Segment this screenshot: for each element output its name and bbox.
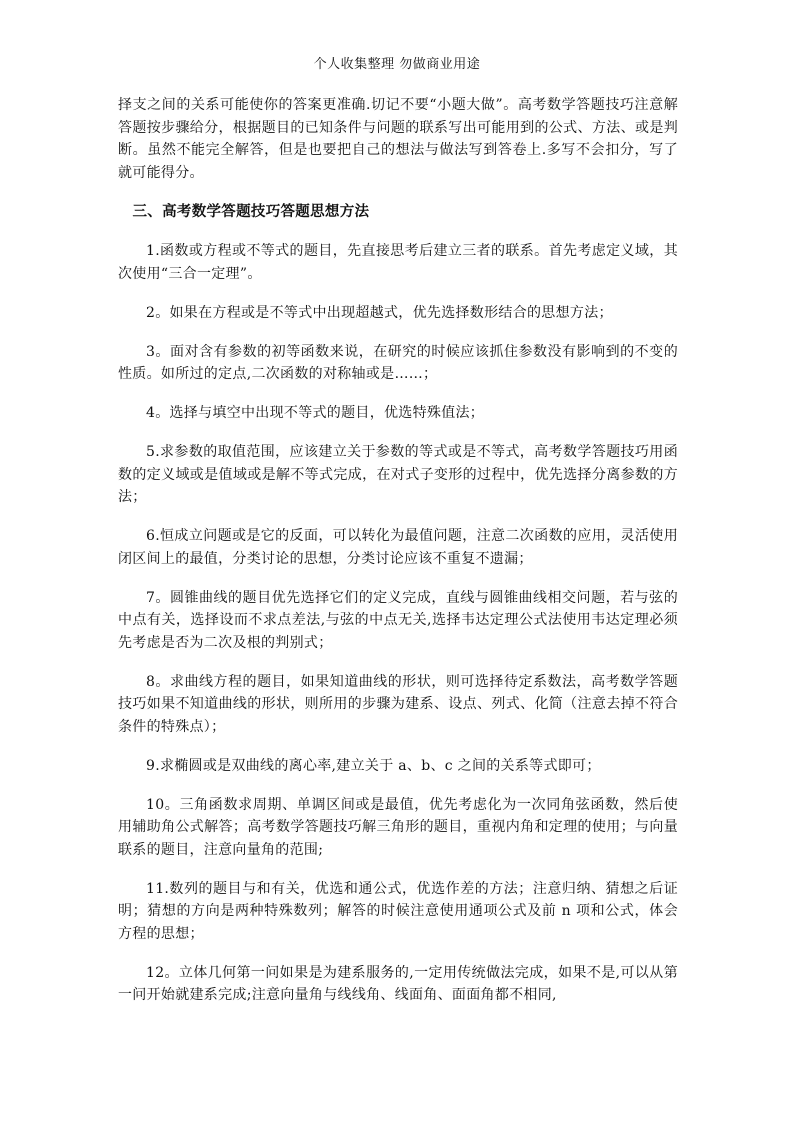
list-item-4: 4。选择与填空中出现不等式的题目，优选特殊值法； bbox=[146, 405, 485, 421]
list-item-3: 3。面对含有参数的初等函数来说，在研究的时候应该抓住参数没有影响到的不变的性质。如所过的定点,二次函数的对称轴或是……； bbox=[118, 343, 678, 382]
list-item-9: 9.求椭圆或是双曲线的离心率,建立关于 a、b、c 之间的关系等式即可； bbox=[146, 757, 601, 774]
list-item-8: 8。求曲线方程的题目，如果知道曲线的形状，则可选择待定系数法，高考数学答题技巧如果不知道曲线的形状，则所用的步骤为建系、设点、列式、化简（注意去掉不符合条件的特殊点）； bbox=[118, 673, 678, 735]
list-item-1: 1.函数或方程或不等式的题目，先直接思考后建立三者的联系。首先考虑定义域，其次使用“三合一定理”。 bbox=[118, 243, 678, 282]
intro-paragraph: 择支之间的关系可能使你的答案更准确.切记不要“小题大做”。高考数学答题技巧注意解答题按步骤给分，根据题目的已知条件与问题的联系写出可能用到的公式、方法、或是判断。虽然不能完全解答，但是也要把自己的想法与做法写到答卷上.多写不会扣分，写了就可能得分。 bbox=[118, 97, 678, 181]
list-item-6: 6.恒成立问题或是它的反面，可以转化为最值问题，注意二次函数的应用，灵活使用闭区间上的最值，分类讨论的思想，分类讨论应该不重复不遗漏； bbox=[118, 528, 678, 567]
section-heading: 三、高考数学答题技巧答题思想方法 bbox=[132, 203, 370, 220]
list-item-5: 5.求参数的取值范围，应该建立关于参数的等式或是不等式，高考数学答题技巧用函数的定义域或是值域或是解不等式完成，在对式子变形的过程中，优先选择分离参数的方法； bbox=[118, 444, 678, 505]
list-item-2: 2。如果在方程或是不等式中出现超越式，优先选择数形结合的思想方法； bbox=[146, 304, 613, 321]
list-item-7: 7。圆锥曲线的题目优先选择它们的定义完成，直线与圆锥曲线相交问题，若与弦的中点有关，选择设而不求点差法,与弦的中点无关,选择韦达定理公式法使用韦达定理必须先考虑是否为二次及根的判别式； bbox=[118, 589, 678, 651]
page-header: 个人收集整理 勿做商业用途 bbox=[313, 57, 481, 72]
document-body bbox=[118, 94, 678, 1007]
list-item-12: 12。立体几何第一问如果是为建系服务的,一定用传统做法完成，如果不是,可以从第一问开始就建系完成;注意向量角与线线角、线面角、面面角都不相同, bbox=[118, 964, 678, 1003]
list-item-10: 10。三角函数求周期、单调区间或是最值，优先考虑化为一次同角弦函数，然后使用辅助角公式解答；高考数学答题技巧解三角形的题目，重视内角和定理的使用；与向量联系的题目，注意向量角的范围; bbox=[118, 796, 678, 858]
list-item-11: 11.数列的题目与和有关，优选和通公式，优选作差的方法；注意归纳、猜想之后证明；猜想的方向是两种特殊数列；解答的时候注意使用通项公式及前 n 项和公式，体会方程的思想； bbox=[118, 880, 678, 942]
